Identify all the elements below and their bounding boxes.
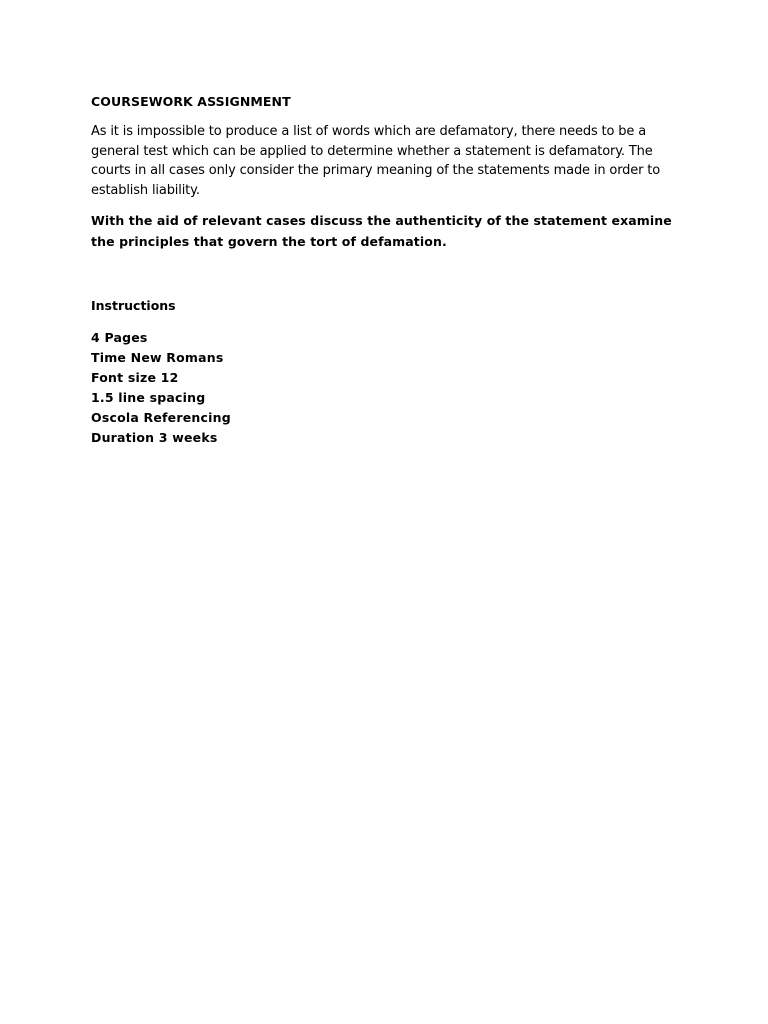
instruction-item: Duration 3 weeks [91,430,218,445]
instructions-list [91,328,691,448]
instruction-item: Oscola Referencing [91,410,231,425]
instruction-item: Time New Romans [91,350,224,365]
assignment-task: With the aid of relevant cases discuss the authenticity of the statement examine the principles that govern the tort of defamation. [91,213,672,249]
instruction-item: Font size 12 [91,370,179,385]
assignment-statement: As it is impossible to produce a list of words which are defamatory, there needs to be a general test which can be applied to determine whether a statement is defamatory. The courts in all cases only consider the primary meaning of the statements made in order to establish liability. [91,124,661,198]
instruction-item: 4 Pages [91,330,148,345]
instructions-title: Instructions [91,298,176,313]
instruction-item: 1.5 line spacing [91,390,206,405]
assignment-heading: COURSEWORK ASSIGNMENT [91,94,291,109]
document-body [91,92,691,448]
